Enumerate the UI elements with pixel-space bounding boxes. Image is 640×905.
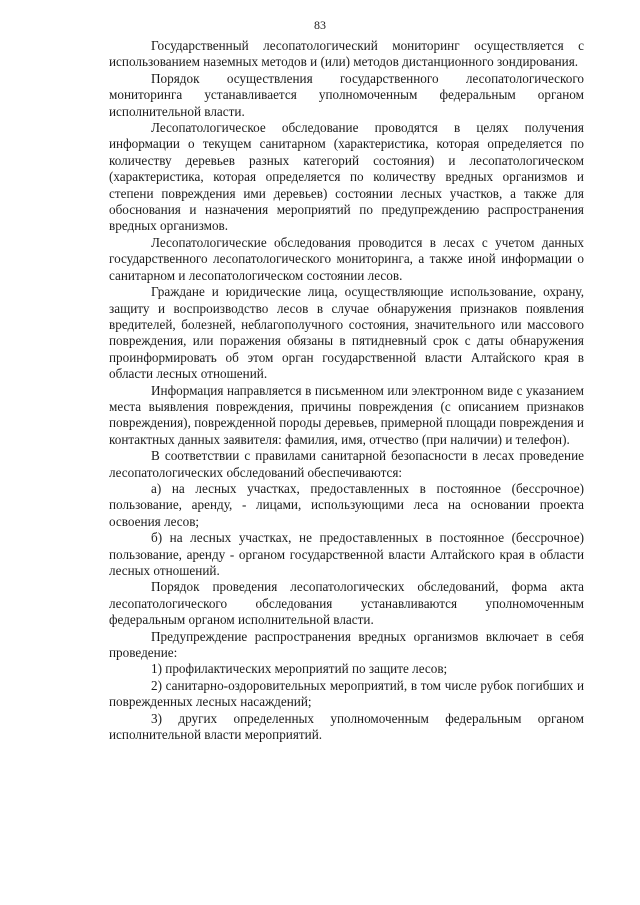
body-text	[109, 38, 584, 743]
paragraph: Граждане и юридические лица, осуществляющие использование, охрану, защиту и воспроизводство лесов в случае обнаружения признаков появления вредителей, болезней, неблагополучного состояния, значительного или массового повреждения, или поражения обязаны в пятидневный срок с даты обнаружения проинформировать об этом орган государственной власти Алтайского края в области лесных отношений.	[109, 284, 584, 382]
paragraph: В соответствии с правилами санитарной безопасности в лесах проведение лесопатологических обследований обеспечиваются:	[109, 448, 584, 480]
paragraph: Предупреждение распространения вредных организмов включает в себя проведение:	[109, 628, 584, 661]
paragraph: Порядок проведения лесопатологических обследований, форма акта лесопатологического обследования устанавливаются уполномоченным федеральным органом исполнительной власти.	[109, 579, 584, 628]
list-item: 3) других определенных уполномоченным федеральным органом исполнительной власти мероприятий.	[109, 710, 584, 743]
list-item: 1) профилактических мероприятий по защите лесов;	[151, 661, 448, 677]
paragraph: Государственный лесопатологический мониторинг осуществляется с использованием наземных методов и (или) методов дистанционного зондирования.	[109, 38, 584, 70]
list-item: а) на лесных участках, предоставленных в постоянное (бессрочное) пользование, аренду, - лицами, использующими леса на основании проекта освоения лесов;	[109, 480, 584, 529]
page-number: 83	[314, 18, 326, 32]
paragraph: Лесопатологические обследования проводится в лесах с учетом данных государственного лесопатологического мониторинга, а также иной информации о санитарном и лесопатологическом состоянии лесов.	[109, 234, 584, 283]
paragraph: Лесопатологическое обследование проводятся в целях получения информации о текущем санитарном (характеристика, которая определяется по количеству деревьев разных категорий состояния) и лесопатологическом (характеристика, которая определяется по количеству вредных организмов и степени повреждения ими деревьев) состоянии лесных участков, а также для обоснования и назначения мероприятий по предупреждению распространения вредных организмов.	[109, 120, 584, 234]
list-item: 2) санитарно-оздоровительных мероприятий, в том числе рубок погибших и поврежденных лесных насаждений;	[109, 677, 584, 710]
paragraph: Информация направляется в письменном или электронном виде с указанием места выявления повреждения, причины повреждения (с описанием признаков повреждения), поврежденной породы деревьев, примерной площади повреждения и контактных данных заявителя: фамилия, имя, отчество (при наличии) и телефон).	[109, 382, 584, 447]
paragraph: Порядок осуществления государственного лесопатологического мониторинга устанавливается уполномоченным федеральным органом исполнительной власти.	[109, 70, 584, 119]
list-item: б) на лесных участках, не предоставленных в постоянное (бессрочное) пользование, аренду - органом государственной власти Алтайского края в области лесных отношений.	[109, 530, 584, 578]
